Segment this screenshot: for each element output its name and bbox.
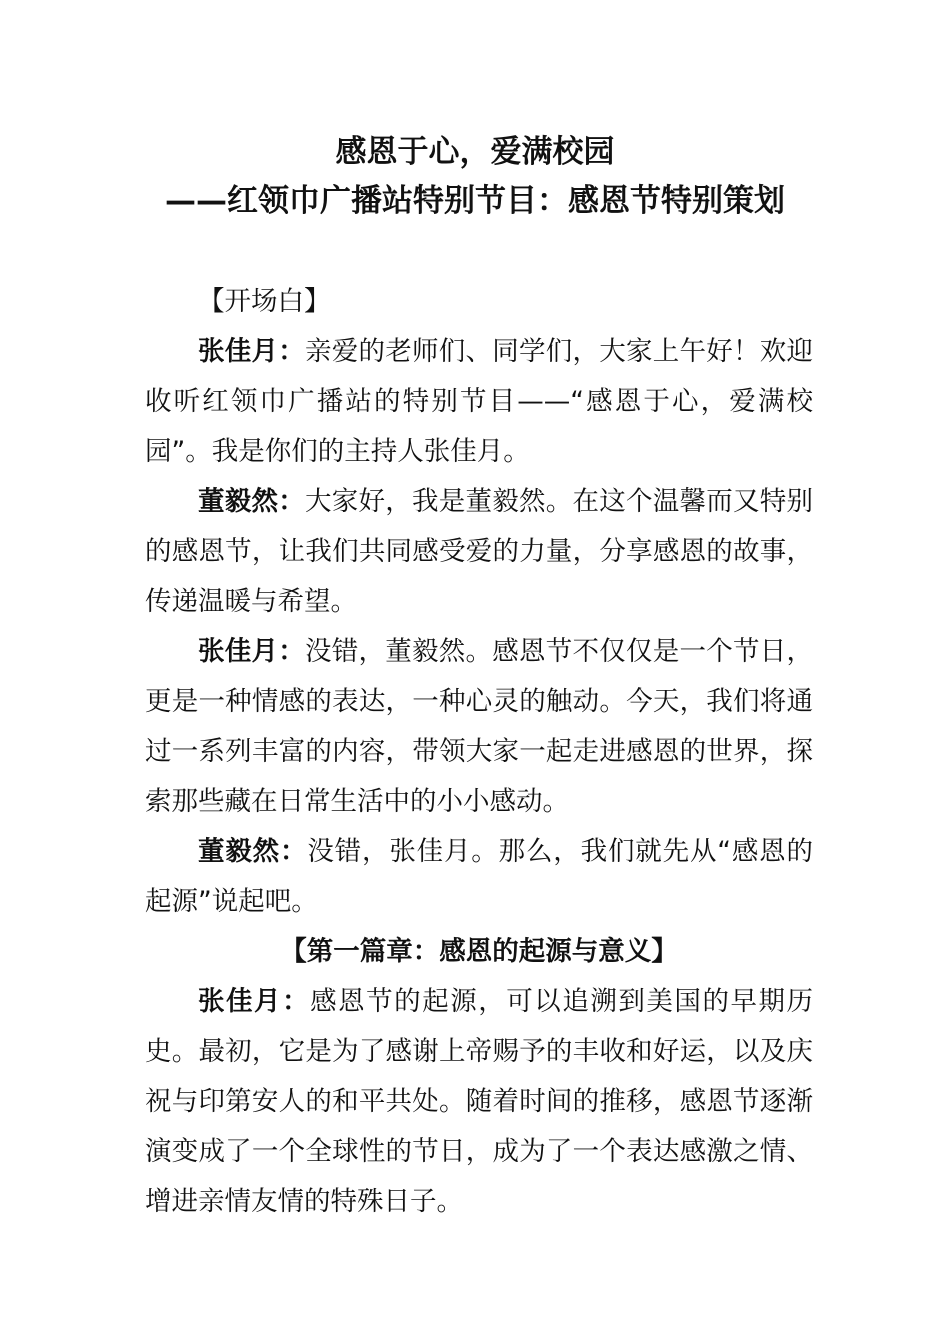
document-subtitle: ——红领巾广播站特别节目：感恩节特别策划 (165, 183, 785, 219)
chapter-heading: 【第一篇章：感恩的起源与意义】 (280, 936, 678, 967)
dialogue-text: 大家好，我是董毅然。在这个温馨而又特别的感恩节，让我们共同感受爱的力量，分享感恩的故事，传递温暖与希望。 (145, 486, 813, 617)
dialogue-paragraph (145, 827, 813, 927)
dialogue-text: 没错，张佳月。那么，我们就先从“感恩的起源”说起吧。 (145, 836, 814, 917)
document-title: 感恩于心，爱满校园 (335, 134, 615, 170)
speaker-name: 张佳月： (198, 986, 311, 1017)
speaker-name: 董毅然： (198, 836, 308, 867)
speaker-name: 董毅然： (198, 486, 305, 517)
dialogue-paragraph (145, 627, 813, 827)
dialogue-text: 感恩节的起源，可以追溯到美国的早期历史。最初，它是为了感谢上帝赐予的丰收和好运，以及庆祝与印第安人的和平共处。随着时间的推移，感恩节逐渐演变成了一个全球性的节日，成为了一个表达感激之情、增进亲情友情的特殊日子。 (145, 986, 814, 1217)
dialogue-text: 没错，董毅然。感恩节不仅仅是一个节日，更是一种情感的表达，一种心灵的触动。今天，我们将通过一系列丰富的内容，带领大家一起走进感恩的世界，探索那些藏在日常生活中的小小感动。 (145, 636, 813, 817)
dialogue-paragraph (145, 477, 813, 627)
speaker-name: 张佳月： (198, 336, 305, 367)
document-body (145, 277, 813, 1227)
dialogue-paragraph (145, 327, 813, 477)
speaker-name: 张佳月： (198, 636, 305, 667)
dialogue-paragraph (145, 977, 813, 1227)
opening-label: 【开场白】 (198, 286, 331, 317)
dialogue-text: 亲爱的老师们、同学们，大家上午好！欢迎收听红领巾广播站的特别节目——“感恩于心，爱满校园”。我是你们的主持人张佳月。 (145, 336, 813, 467)
